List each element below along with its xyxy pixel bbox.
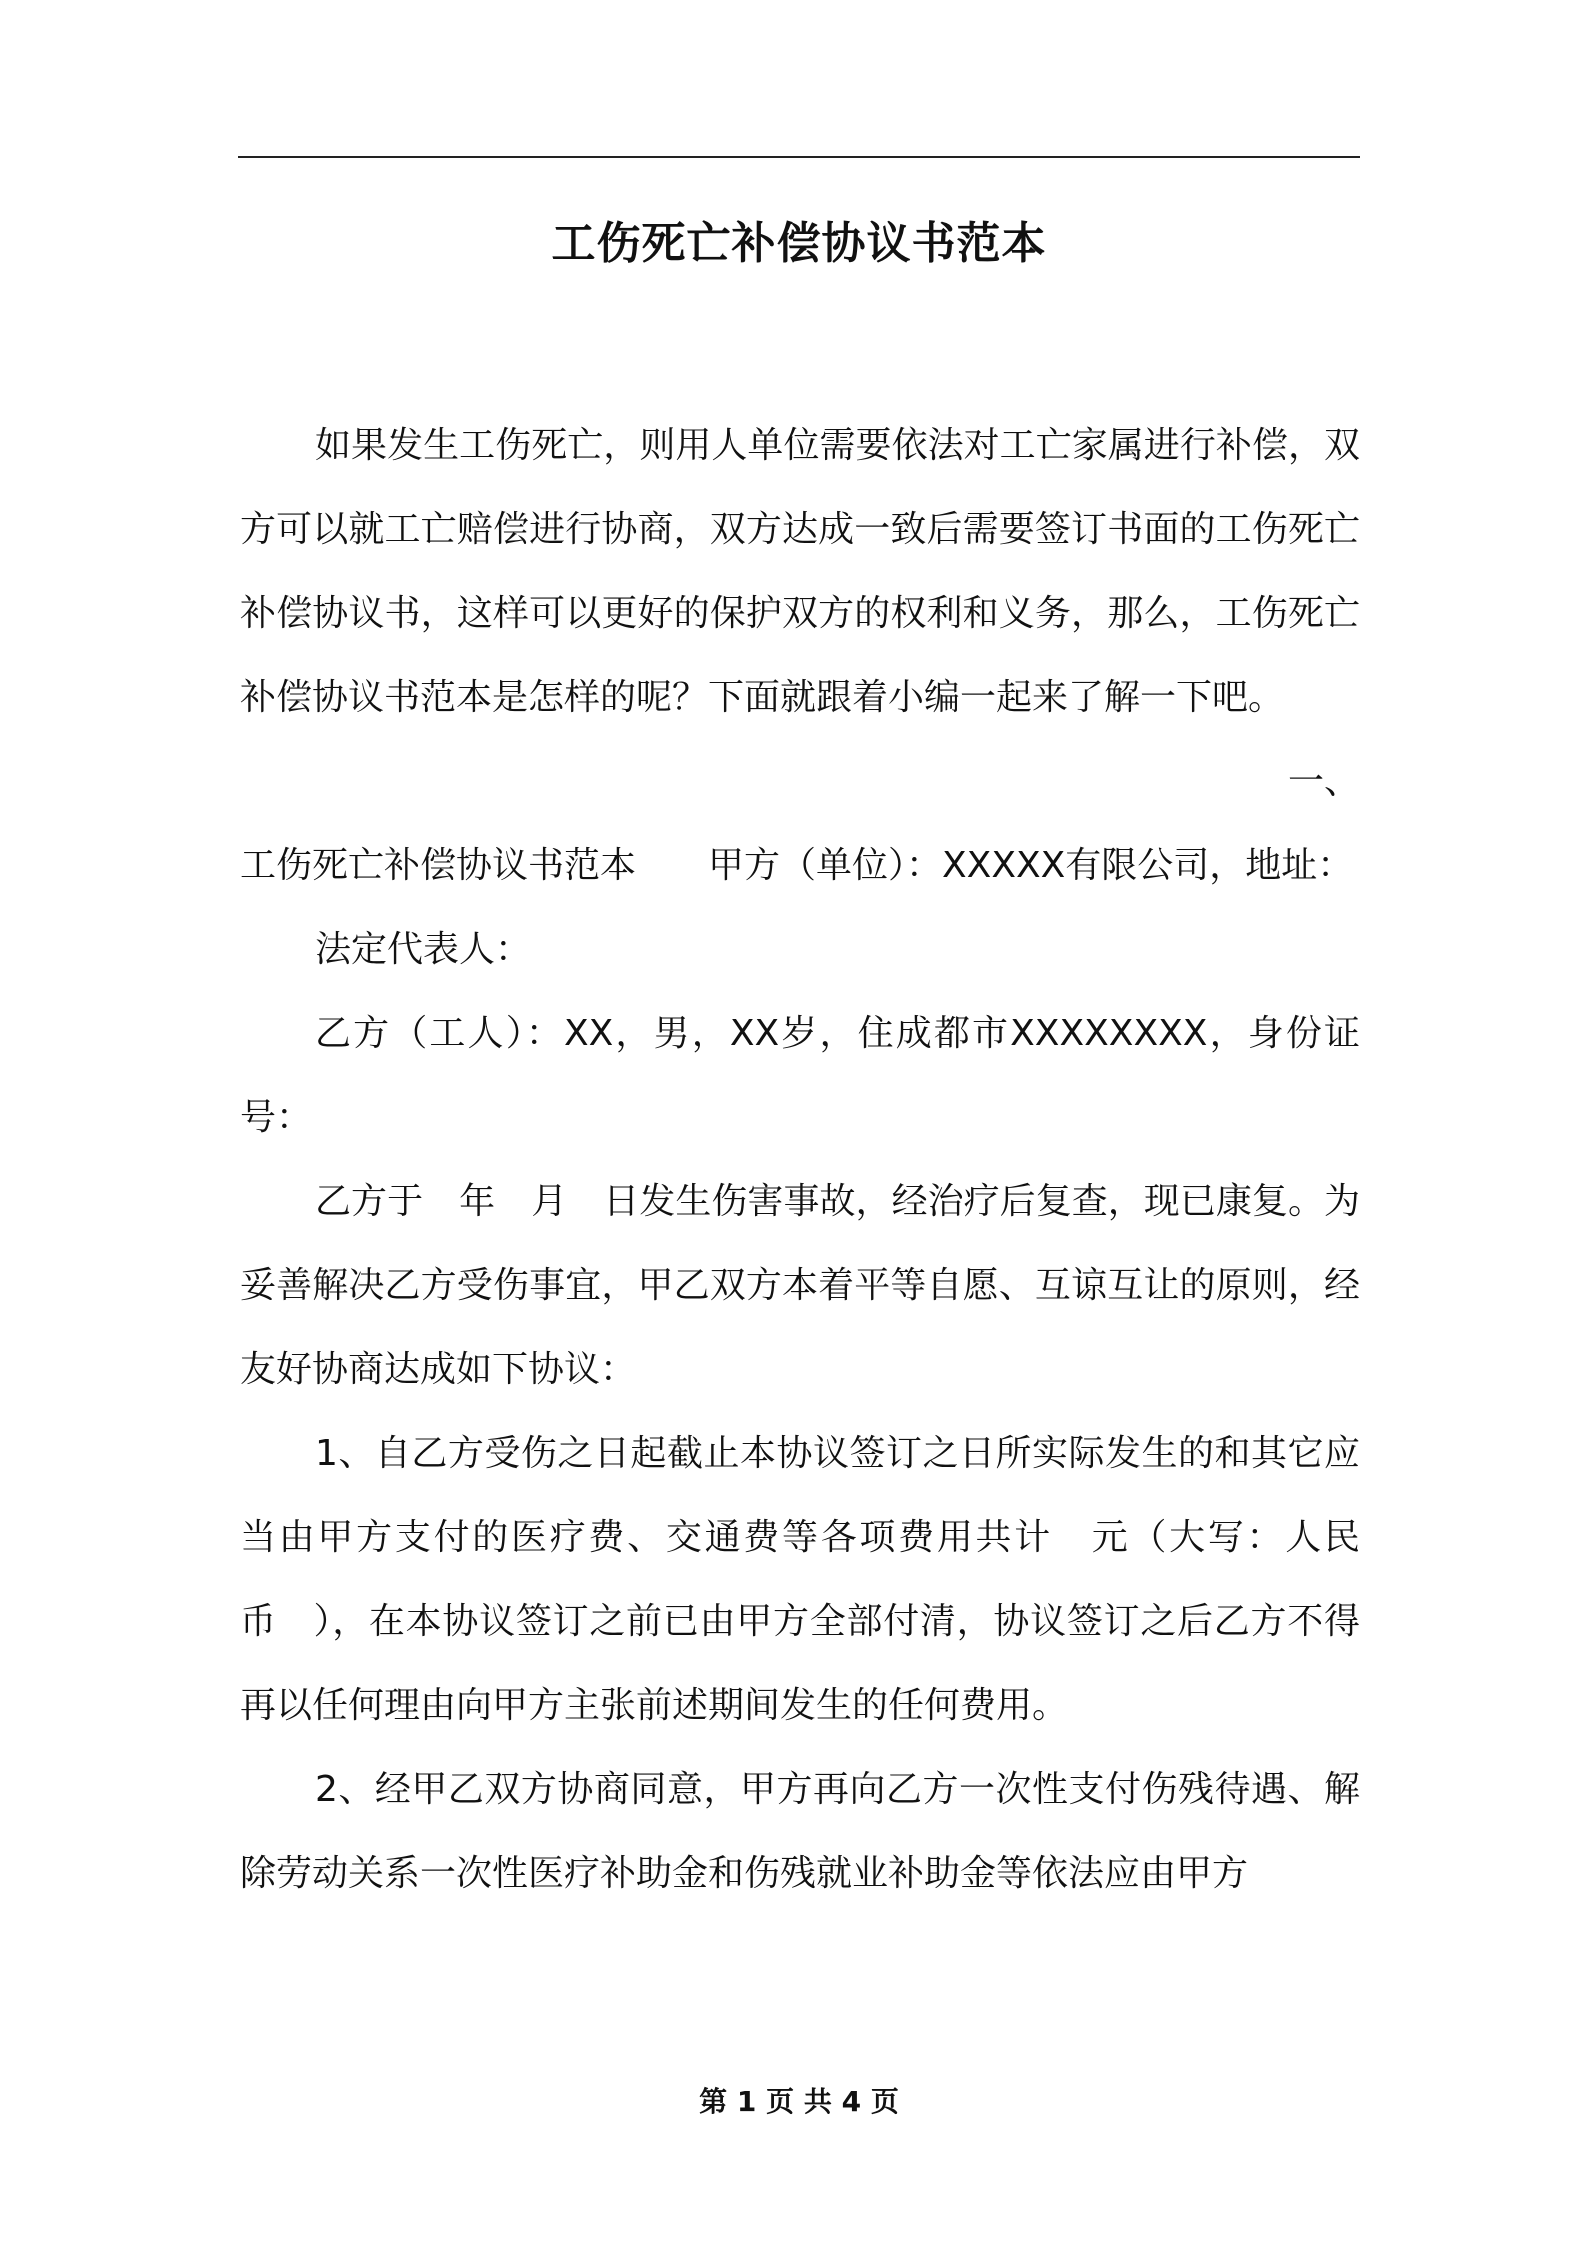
- document-body: [240, 404, 1360, 1916]
- party-b-line: 乙方（工人）：XX，男，XX岁，住成都市XXXXXXXX，身份证号：: [240, 1013, 1360, 1138]
- section-number: 一、: [1287, 761, 1360, 802]
- party-a-line: 工伤死亡补偿协议书范本 甲方（单位）：XXXXX有限公司，地址：: [240, 845, 1354, 886]
- clause-2-paragraph: 2、经甲乙双方协商同意，甲方再向乙方一次性支付伤残待遇、解除劳动关系一次性医疗补助金和伤残就业补助金等依法应由甲方: [240, 1769, 1360, 1894]
- page-number: 第 1 页 共 4 页: [699, 2085, 899, 2118]
- accident-paragraph: 乙方于 年 月 日发生伤害事故，经治疗后复查，现已康复。为妥善解决乙方受伤事宜，甲乙双方本着平等自愿、互谅互让的原则，经友好协商达成如下协议：: [240, 1181, 1360, 1390]
- intro-paragraph: 如果发生工伤死亡，则用人单位需要依法对工亡家属进行补偿，双方可以就工亡赔偿进行协商，双方达成一致后需要签订书面的工伤死亡补偿协议书，这样可以更好的保护双方的权利和义务，那么，工伤死亡补偿协议书范本是怎样的呢？下面就跟着小编一起来了解一下吧。: [240, 425, 1360, 718]
- clause-1-paragraph: 1、自乙方受伤之日起截止本协议签订之日所实际发生的和其它应当由甲方支付的医疗费、交通费等各项费用共计 元（大写：人民币 ），在本协议签订之前已由甲方全部付清，协议签订之后乙方不得再以任何理由向甲方主张前述期间发生的任何费用。: [240, 1433, 1360, 1726]
- document-title: 工伤死亡补偿协议书范本: [551, 218, 1047, 269]
- header-rule: [238, 156, 1360, 158]
- legal-representative-line: 法定代表人：: [315, 929, 532, 970]
